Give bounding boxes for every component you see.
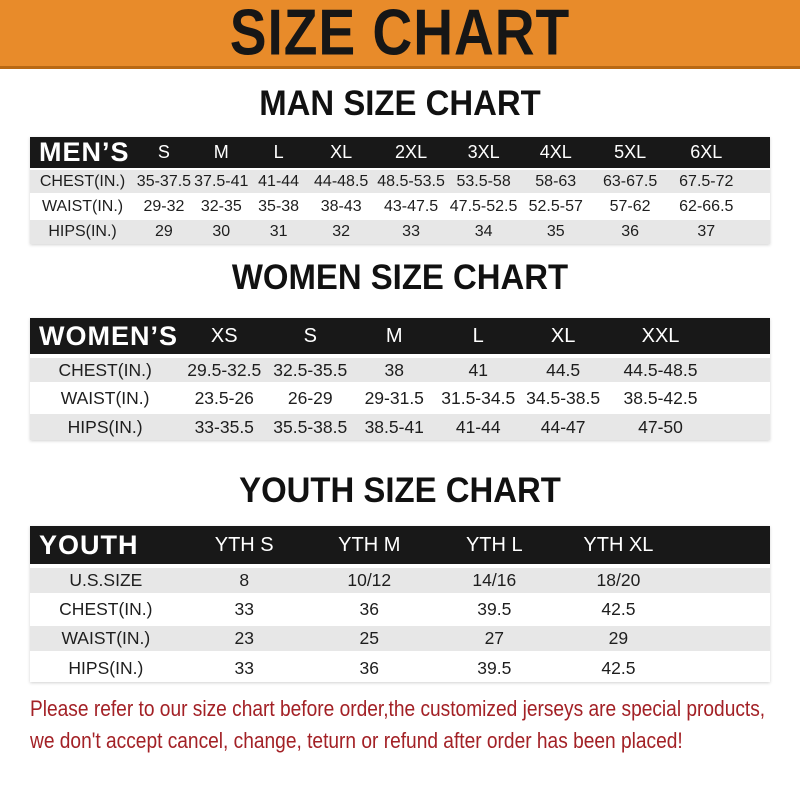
- size-column-header: 6XL: [669, 137, 770, 169]
- size-value-cell: 29: [135, 219, 193, 244]
- size-value-cell: 32: [307, 219, 374, 244]
- size-value-cell: 41: [436, 356, 520, 384]
- size-column-header: YTH L: [432, 526, 557, 566]
- size-value-cell: 38-43: [307, 194, 374, 219]
- size-value-cell: 38.5-41: [352, 412, 436, 440]
- size-column-header: YTH XL: [557, 526, 770, 566]
- row-label-cell: CHEST(IN.): [30, 595, 182, 624]
- size-column-header: M: [193, 137, 250, 169]
- size-value-cell: 23: [182, 624, 307, 653]
- measurement-row: [30, 219, 770, 244]
- size-value-cell: 31: [250, 219, 308, 244]
- size-column-header: XS: [180, 318, 268, 356]
- size-value-cell: 30: [193, 219, 250, 244]
- size-value-cell: 39.5: [432, 595, 557, 624]
- size-column-header: YTH M: [307, 526, 432, 566]
- row-label-cell: WAIST(IN.): [30, 194, 135, 219]
- table-title-cell: YOUTH: [30, 526, 182, 566]
- table-title-cell: WOMEN’S: [30, 318, 180, 356]
- size-value-cell: 44.5-48.5: [606, 356, 770, 384]
- size-column-header: L: [436, 318, 520, 356]
- size-value-cell: 33: [375, 219, 448, 244]
- men-section-heading: MAN SIZE CHART: [259, 84, 541, 123]
- size-value-cell: 8: [182, 566, 307, 595]
- size-value-cell: 36: [592, 219, 669, 244]
- row-label-cell: WAIST(IN.): [30, 624, 182, 653]
- size-value-cell: 42.5: [557, 653, 770, 682]
- measurement-row: [30, 624, 770, 653]
- size-value-cell: 38.5-42.5: [606, 384, 770, 412]
- row-label-cell: HIPS(IN.): [30, 653, 182, 682]
- size-value-cell: 44-48.5: [307, 169, 374, 194]
- youth-section-heading: YOUTH SIZE CHART: [239, 471, 561, 510]
- women-size-table: [30, 318, 770, 440]
- size-value-cell: 37: [669, 219, 770, 244]
- size-column-header: S: [268, 318, 352, 356]
- size-value-cell: 35-38: [250, 194, 308, 219]
- size-value-cell: 18/20: [557, 566, 770, 595]
- measurement-row: [30, 595, 770, 624]
- table-title-cell: MEN’S: [30, 137, 135, 169]
- size-value-cell: 29-32: [135, 194, 193, 219]
- size-column-header: M: [352, 318, 436, 356]
- women-section-heading: WOMEN SIZE CHART: [231, 258, 569, 297]
- size-column-header: 3XL: [447, 137, 520, 169]
- size-column-header: YTH S: [182, 526, 307, 566]
- size-value-cell: 33: [182, 653, 307, 682]
- measurement-row: [30, 169, 770, 194]
- size-value-cell: 37.5-41: [193, 169, 250, 194]
- size-value-cell: 47.5-52.5: [447, 194, 520, 219]
- size-value-cell: 29-31.5: [352, 384, 436, 412]
- size-value-cell: 38: [352, 356, 436, 384]
- row-label-cell: WAIST(IN.): [30, 384, 180, 412]
- table-header-row: [30, 137, 770, 169]
- size-value-cell: 35.5-38.5: [268, 412, 352, 440]
- men-size-table: [30, 137, 770, 244]
- size-value-cell: 48.5-53.5: [375, 169, 448, 194]
- disclaimer-line-1: Please refer to our size chart before order,the customized jerseys are special products,: [30, 696, 766, 721]
- size-value-cell: 34: [447, 219, 520, 244]
- size-value-cell: 57-62: [592, 194, 669, 219]
- size-column-header: XL: [307, 137, 374, 169]
- size-value-cell: 52.5-57: [520, 194, 592, 219]
- row-label-cell: U.S.SIZE: [30, 566, 182, 595]
- size-column-header: S: [135, 137, 193, 169]
- table-header-row: [30, 318, 770, 356]
- size-value-cell: 63-67.5: [592, 169, 669, 194]
- size-value-cell: 44-47: [520, 412, 606, 440]
- measurement-row: [30, 653, 770, 682]
- row-label-cell: HIPS(IN.): [30, 412, 180, 440]
- size-value-cell: 36: [307, 595, 432, 624]
- size-value-cell: 42.5: [557, 595, 770, 624]
- size-value-cell: 67.5-72: [669, 169, 770, 194]
- row-label-cell: CHEST(IN.): [30, 169, 135, 194]
- size-column-header: 4XL: [520, 137, 592, 169]
- size-value-cell: 58-63: [520, 169, 592, 194]
- size-value-cell: 29.5-32.5: [180, 356, 268, 384]
- size-value-cell: 47-50: [606, 412, 770, 440]
- size-value-cell: 32-35: [193, 194, 250, 219]
- size-value-cell: 23.5-26: [180, 384, 268, 412]
- measurement-row: [30, 384, 770, 412]
- disclaimer-line-2: we don't accept cancel, change, teturn or refund after order has been placed!: [30, 728, 683, 753]
- table-header-row: [30, 526, 770, 566]
- size-column-header: 5XL: [592, 137, 669, 169]
- size-value-cell: 44.5: [520, 356, 606, 384]
- size-value-cell: 35: [520, 219, 592, 244]
- size-value-cell: 43-47.5: [375, 194, 448, 219]
- size-value-cell: 34.5-38.5: [520, 384, 606, 412]
- size-value-cell: 62-66.5: [669, 194, 770, 219]
- size-value-cell: 33-35.5: [180, 412, 268, 440]
- banner-title: SIZE CHART: [229, 0, 571, 69]
- size-value-cell: 39.5: [432, 653, 557, 682]
- measurement-row: [30, 566, 770, 595]
- size-chart-banner: [0, 0, 800, 69]
- size-column-header: XXL: [606, 318, 770, 356]
- row-label-cell: CHEST(IN.): [30, 356, 180, 384]
- size-column-header: L: [250, 137, 308, 169]
- size-value-cell: 25: [307, 624, 432, 653]
- size-value-cell: 35-37.5: [135, 169, 193, 194]
- measurement-row: [30, 412, 770, 440]
- size-column-header: XL: [520, 318, 606, 356]
- size-value-cell: 32.5-35.5: [268, 356, 352, 384]
- size-value-cell: 27: [432, 624, 557, 653]
- size-value-cell: 26-29: [268, 384, 352, 412]
- measurement-row: [30, 356, 770, 384]
- size-value-cell: 31.5-34.5: [436, 384, 520, 412]
- size-column-header: 2XL: [375, 137, 448, 169]
- size-value-cell: 33: [182, 595, 307, 624]
- size-value-cell: 10/12: [307, 566, 432, 595]
- size-value-cell: 29: [557, 624, 770, 653]
- size-value-cell: 41-44: [436, 412, 520, 440]
- size-value-cell: 41-44: [250, 169, 308, 194]
- youth-size-table: [30, 526, 770, 682]
- measurement-row: [30, 194, 770, 219]
- row-label-cell: HIPS(IN.): [30, 219, 135, 244]
- size-value-cell: 14/16: [432, 566, 557, 595]
- size-value-cell: 53.5-58: [447, 169, 520, 194]
- order-disclaimer-note: [30, 693, 766, 757]
- size-value-cell: 36: [307, 653, 432, 682]
